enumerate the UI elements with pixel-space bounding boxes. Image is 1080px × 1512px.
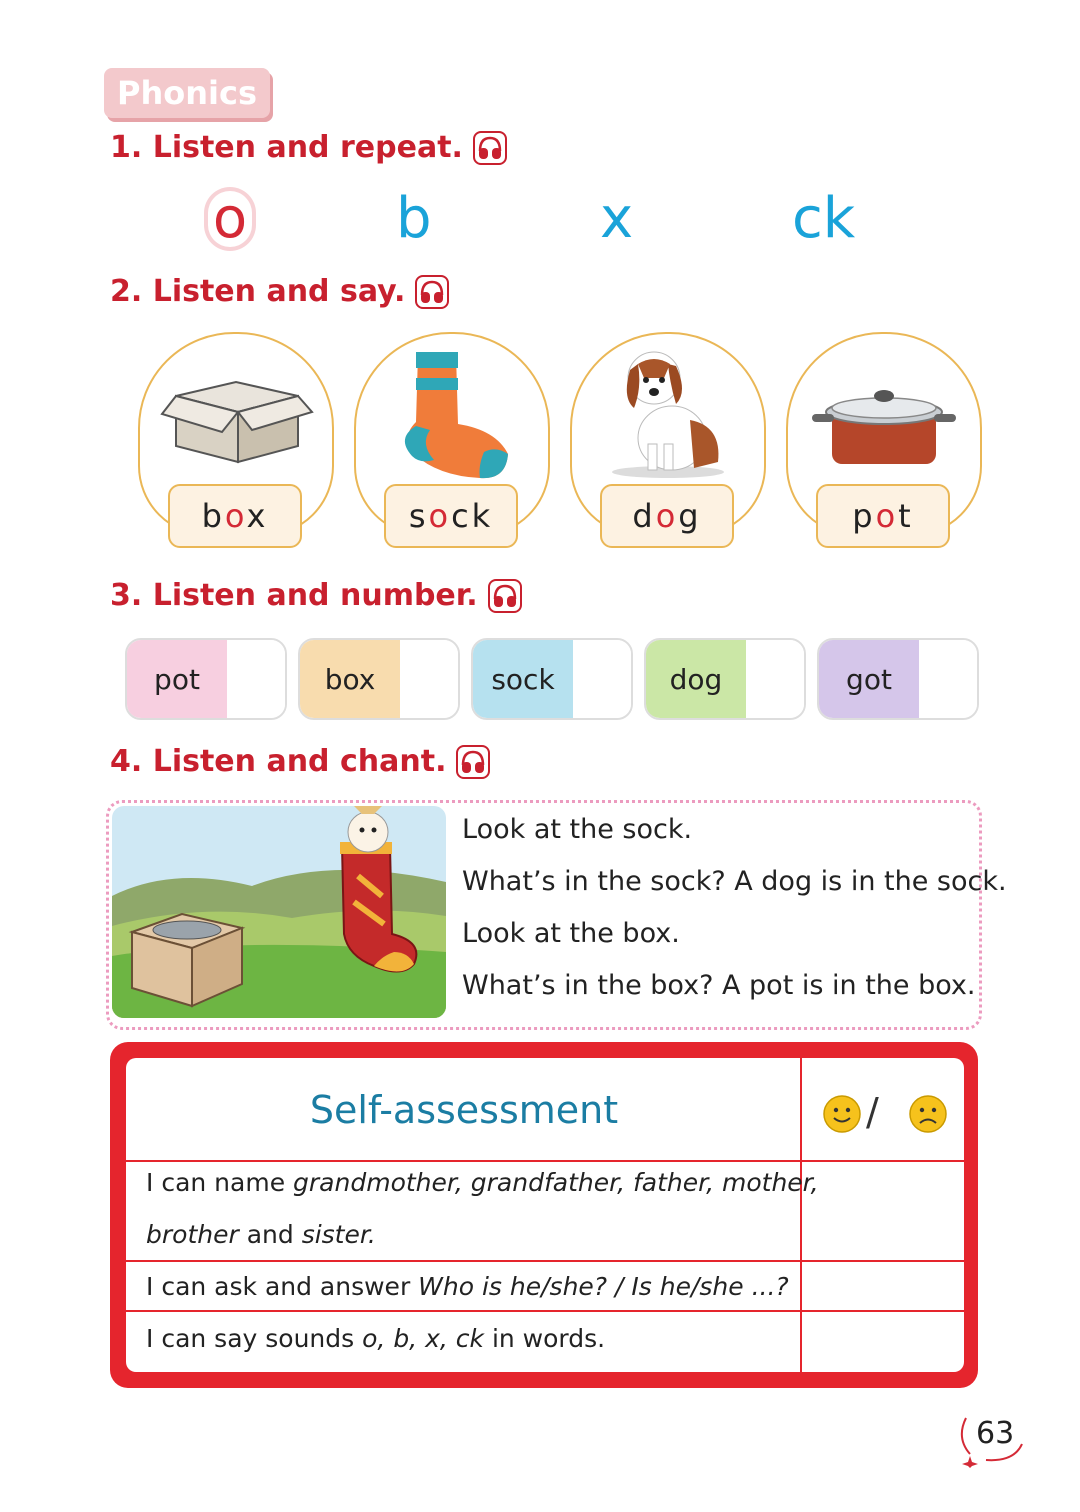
- table-divider: [126, 1310, 964, 1312]
- letter-o: o: [208, 186, 252, 251]
- chant-line-2: What’s in the sock? A dog is in the sock.: [462, 866, 1007, 897]
- table-divider-vertical: [800, 1058, 802, 1372]
- headphones-icon[interactable]: [415, 275, 449, 309]
- activity-2-title: 2. Listen and say.: [110, 274, 406, 309]
- letter-x: x: [600, 186, 634, 251]
- number-answer-blank[interactable]: [746, 640, 804, 718]
- number-answer-blank[interactable]: [400, 640, 458, 718]
- chant-line-1: Look at the sock.: [462, 814, 693, 845]
- self-assessment-row-2: I can ask and answer Who is he/she? / Is he/she ...?: [146, 1272, 789, 1301]
- dog-picture: [572, 334, 764, 484]
- word-label: sock: [473, 640, 573, 718]
- letter-b: b: [396, 186, 432, 251]
- activity-3-heading: [110, 578, 522, 613]
- activity-1-title: 1. Listen and repeat.: [110, 130, 463, 165]
- word-label: got: [819, 640, 919, 718]
- rating-separator: /: [866, 1090, 879, 1134]
- number-box-sock: [471, 638, 633, 720]
- self-assessment-row-1a: I can name grandmother, grandfather, father, mother,: [146, 1168, 819, 1197]
- word-card-pot: pot: [816, 484, 950, 548]
- word-label: pot: [127, 640, 227, 718]
- number-answer-blank[interactable]: [573, 640, 631, 718]
- word-card-dog: dog: [600, 484, 734, 548]
- word-label: dog: [646, 640, 746, 718]
- number-box-box: [298, 638, 460, 720]
- chant-line-3: Look at the box.: [462, 918, 680, 949]
- headphones-icon[interactable]: [473, 131, 507, 165]
- activity-4-heading: [110, 744, 490, 779]
- page-number: 63: [976, 1416, 1015, 1451]
- headphones-icon[interactable]: [488, 579, 522, 613]
- sock-picture: [356, 334, 548, 484]
- pot-picture: [788, 334, 980, 484]
- self-assessment-row-3: I can say sounds o, b, x, ck in words.: [146, 1324, 606, 1353]
- number-answer-blank[interactable]: [919, 640, 977, 718]
- chant-illustration: [112, 806, 446, 1018]
- activity-4-title: 4. Listen and chant.: [110, 744, 447, 779]
- rating-cell-3[interactable]: [808, 1316, 960, 1366]
- sad-face-icon: [908, 1094, 948, 1134]
- smiley-face-icon: [822, 1094, 862, 1134]
- word-label: box: [300, 640, 400, 718]
- section-tag-label: Phonics: [117, 74, 257, 112]
- number-box-got: [817, 638, 979, 720]
- word-card-sock: sock: [384, 484, 518, 548]
- table-divider: [126, 1160, 964, 1162]
- self-assessment-row-1b: brother and sister.: [146, 1220, 376, 1249]
- word-card-box: box: [168, 484, 302, 548]
- rating-cell-2[interactable]: [808, 1266, 960, 1306]
- rating-cell-1[interactable]: [808, 1168, 960, 1256]
- activity-2-heading: [110, 274, 449, 309]
- activity-3-title: 3. Listen and number.: [110, 578, 478, 613]
- chant-line-4: What’s in the box? A pot is in the box.: [462, 970, 976, 1001]
- headphones-icon[interactable]: [456, 745, 490, 779]
- self-assessment-title: Self-assessment: [309, 1088, 619, 1132]
- section-tag: [104, 68, 270, 118]
- number-box-dog: [644, 638, 806, 720]
- number-box-pot: [125, 638, 287, 720]
- activity-1-heading: [110, 130, 507, 165]
- number-answer-blank[interactable]: [227, 640, 285, 718]
- box-picture: [140, 334, 332, 484]
- table-divider: [126, 1260, 964, 1262]
- letter-ck: ck: [792, 186, 856, 251]
